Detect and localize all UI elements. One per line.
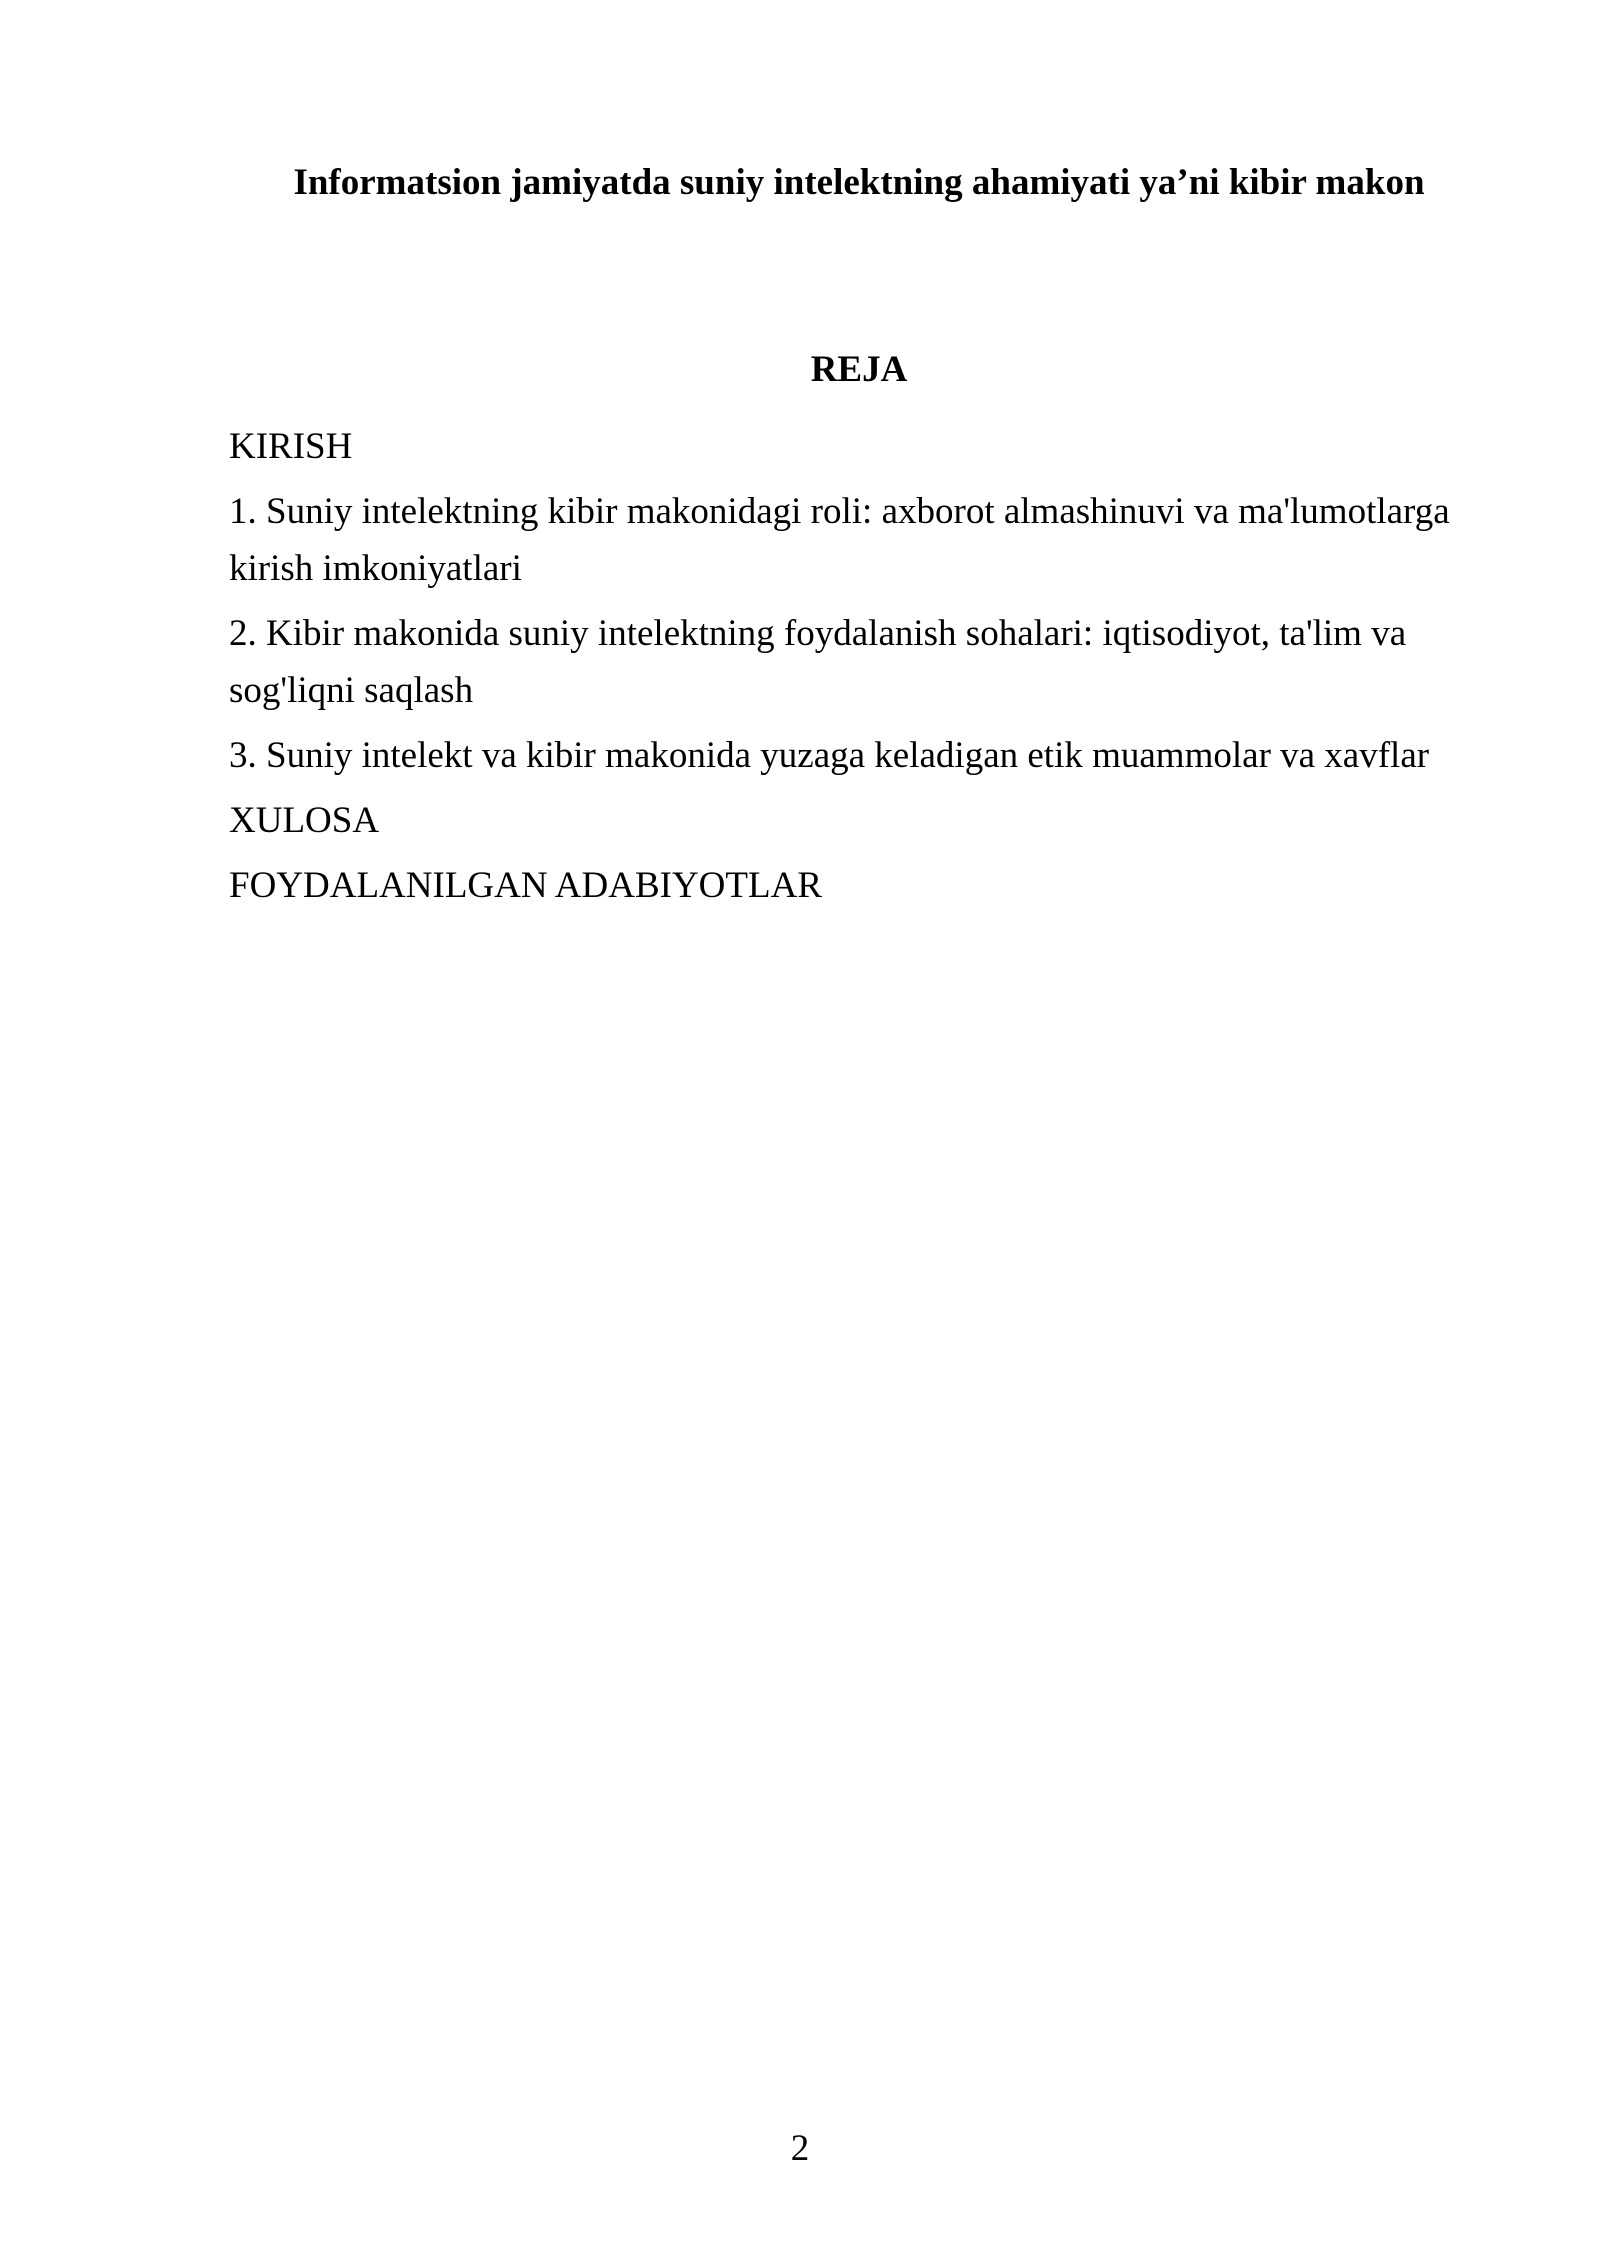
plan-list bbox=[229, 418, 1489, 922]
plan-item-references: FOYDALANILGAN ADABIYOTLAR bbox=[229, 865, 822, 906]
plan-item-2: 2. Kibir makonida suniy intelektning foydalanish sohalari: iqtisodiyot, ta'lim va sog'liqni saqlash bbox=[229, 613, 1407, 711]
page-number: 2 bbox=[790, 2128, 810, 2169]
plan-heading: REJA bbox=[810, 349, 908, 390]
plan-item-1: 1. Suniy intelektning kibir makonidagi roli: axborot almashinuvi va ma'lumotlarga kirish imkoniyatlari bbox=[229, 491, 1450, 589]
plan-item-introduction: KIRISH bbox=[229, 426, 353, 467]
plan-item-3: 3. Suniy intelekt va kibir makonida yuzaga keladigan etik muammolar va xavflar bbox=[229, 735, 1430, 776]
plan-item-conclusion: XULOSA bbox=[229, 800, 380, 841]
document-title: Informatsion jamiyatda suniy intelektning ahamiyati ya’ni kibir makon bbox=[293, 162, 1425, 203]
